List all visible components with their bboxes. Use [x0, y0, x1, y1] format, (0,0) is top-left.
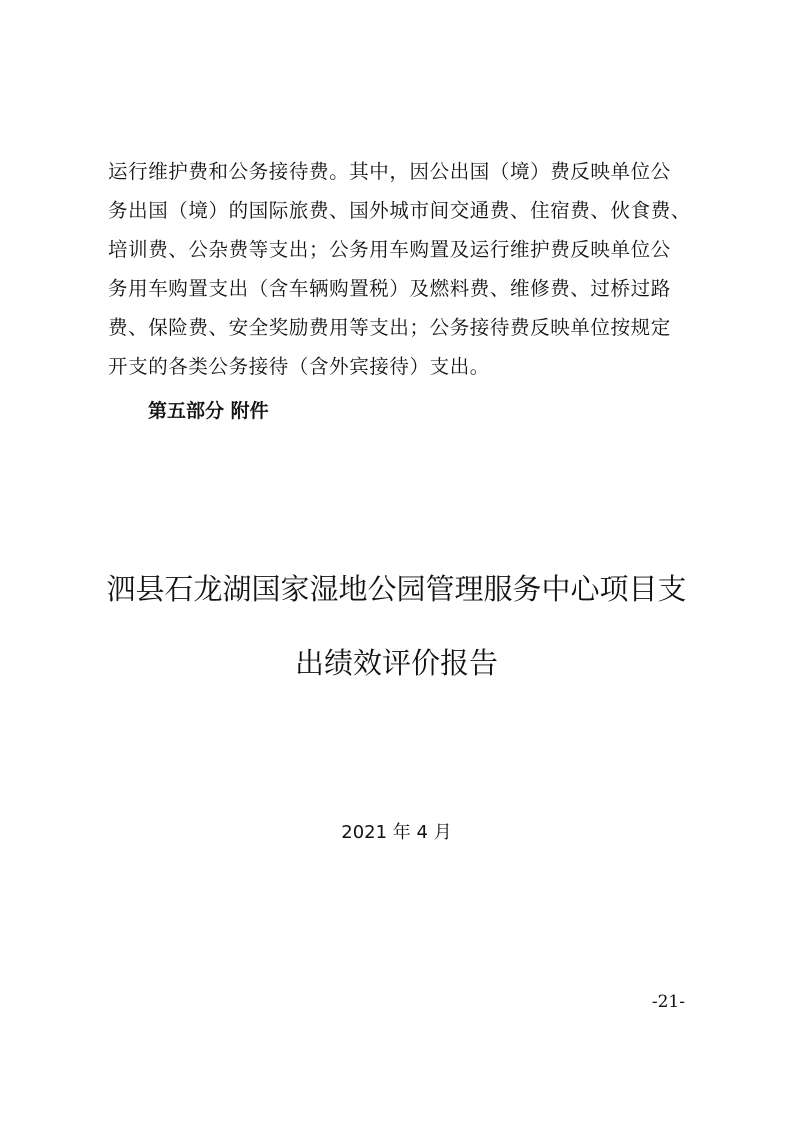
body-line: 运行维护费和公务接待费。其中，因公出国（境）费反映单位公: [108, 160, 671, 183]
body-line: 费、保险费、安全奖励费用等支出；公务接待费反映单位按规定: [108, 316, 671, 339]
body-paragraph: [108, 152, 693, 386]
body-line: 开支的各类公务接待（含外宾接待）支出。: [108, 355, 490, 378]
page-number: -21-: [651, 992, 685, 1012]
body-line: 务出国（境）的国际旅费、国外城市间交通费、住宿费、伙食费、: [108, 199, 691, 222]
body-line: 务用车购置支出（含车辆购置税）及燃料费、维修费、过桥过路: [108, 277, 671, 300]
section-heading: 第五部分 附件: [148, 400, 269, 422]
report-title-line: 出绩效评价报告: [294, 646, 498, 680]
report-title-line: 泗县石龙湖国家湿地公园管理服务中心项目支: [106, 572, 687, 606]
body-line: 培训费、公杂费等支出；公务用车购置及运行维护费反映单位公: [108, 238, 671, 261]
report-date: 2021 年 4 月: [341, 822, 452, 843]
report-title: [0, 552, 793, 700]
